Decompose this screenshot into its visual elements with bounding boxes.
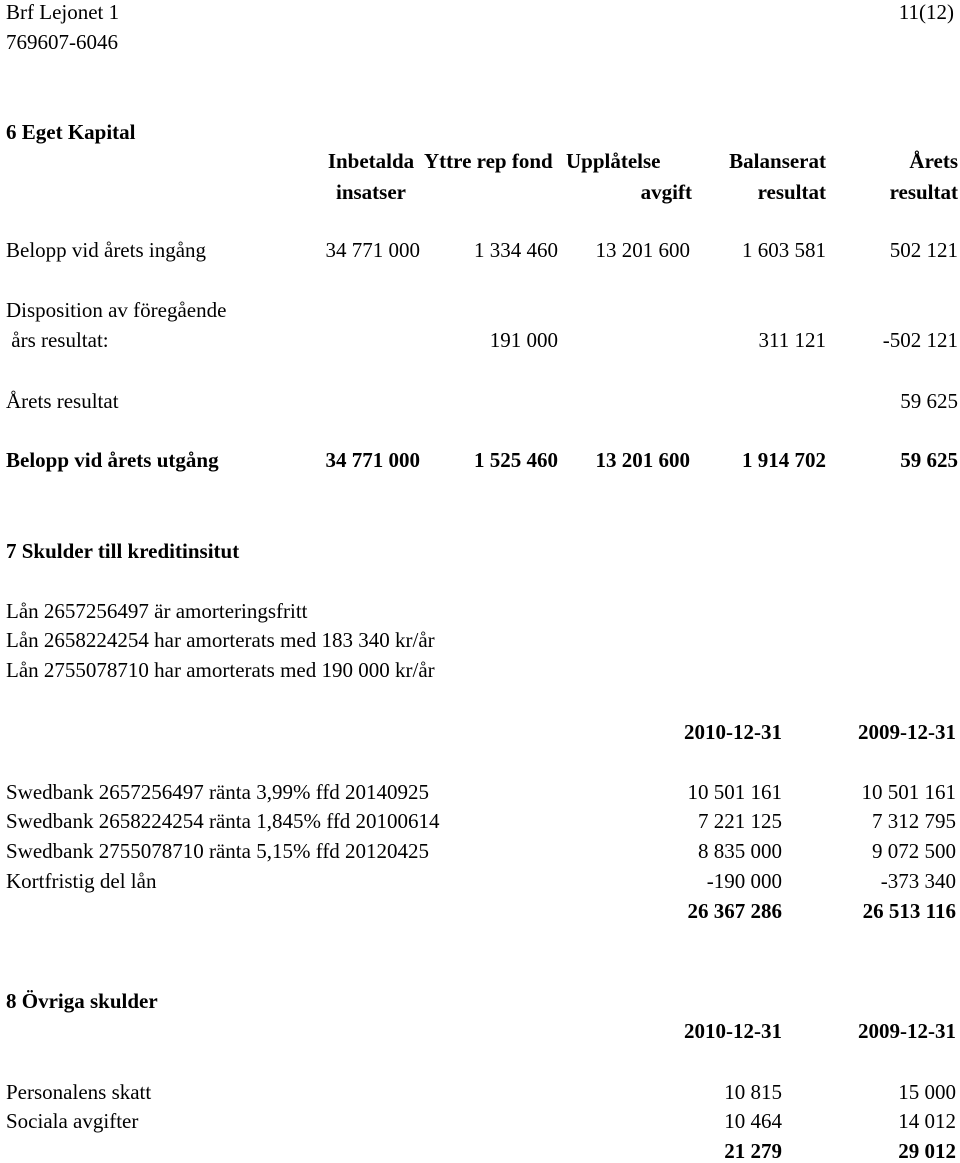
loan-note: Lån 2658224254 har amorterats med 183 340 kr/år	[6, 628, 435, 652]
cell-value: 10 464	[724, 1109, 782, 1133]
cell-value: 34 771 000	[325, 238, 420, 262]
total-value: 29 012	[898, 1139, 956, 1163]
note8-title: 8 Övriga skulder	[6, 989, 158, 1013]
col-header-2010: 2010-12-31	[684, 720, 782, 744]
table-row-label: Sociala avgifter	[6, 1109, 139, 1133]
cell-value: 10 501 161	[861, 780, 956, 804]
cell-value: 311 121	[758, 328, 826, 352]
col-header-arets: Årets	[909, 149, 958, 173]
org-name: Brf Lejonet 1	[6, 0, 120, 24]
cell-value: 1 525 460	[474, 448, 558, 472]
cell-value: -190 000	[706, 869, 782, 893]
cell-value: 14 012	[898, 1109, 956, 1133]
cell-value: 1 914 702	[742, 448, 826, 472]
cell-value: 8 835 000	[698, 839, 782, 863]
col-header-inbetalda-line2: insatser	[336, 180, 406, 204]
col-header-2010: 2010-12-31	[684, 1019, 782, 1043]
note7-title: 7 Skulder till kreditinsitut	[6, 539, 240, 563]
loan-note: Lån 2755078710 har amorterats med 190 000 kr/år	[6, 658, 435, 682]
col-header-upplatelse: Upplåtelse	[566, 149, 661, 173]
cell-value: 34 771 000	[325, 448, 420, 472]
cell-value: 10 501 161	[687, 780, 782, 804]
cell-value: 502 121	[889, 238, 958, 262]
table-row-label: Personalens skatt	[6, 1080, 152, 1104]
total-value: 21 279	[724, 1139, 782, 1163]
table-row-label: Swedbank 2657256497 ränta 3,99% ffd 20140925	[6, 780, 430, 804]
cell-value: 7 221 125	[698, 809, 782, 833]
cell-value: 15 000	[898, 1080, 956, 1104]
cell-value: 191 000	[489, 328, 558, 352]
cell-value: 59 625	[900, 448, 958, 472]
col-header-2009: 2009-12-31	[858, 1019, 956, 1043]
row-label-disposition-line2: års resultat:	[6, 328, 109, 352]
cell-value: 7 312 795	[872, 809, 956, 833]
col-header-upplatelse-line2: avgift	[640, 180, 692, 204]
note6-title: 6 Eget Kapital	[6, 120, 136, 144]
cell-value: 13 201 600	[595, 238, 690, 262]
row-label-utgang: Belopp vid årets utgång	[6, 448, 219, 472]
col-header-2009: 2009-12-31	[858, 720, 956, 744]
loan-note: Lån 2657256497 är amorteringsfritt	[6, 599, 308, 623]
col-header-inbetalda: Inbetalda	[327, 149, 415, 173]
cell-value: 9 072 500	[872, 839, 956, 863]
table-row-label: Kortfristig del lån	[6, 869, 157, 893]
cell-value: 13 201 600	[595, 448, 690, 472]
cell-value: 1 334 460	[474, 238, 558, 262]
col-header-balanserat-line2: resultat	[757, 180, 826, 204]
total-value: 26 367 286	[687, 899, 782, 923]
row-label-arets-resultat: Årets resultat	[6, 389, 119, 413]
cell-value: -373 340	[880, 869, 956, 893]
row-label-disposition: Disposition av föregående	[6, 298, 227, 322]
row-label-ingang: Belopp vid årets ingång	[6, 238, 207, 262]
total-value: 26 513 116	[862, 899, 956, 923]
col-header-arets-line2: resultat	[889, 180, 958, 204]
cell-value: -502 121	[882, 328, 958, 352]
table-row-label: Swedbank 2755078710 ränta 5,15% ffd 20120425	[6, 839, 430, 863]
cell-value: 59 625	[900, 389, 958, 413]
page-number: 11(12)	[898, 0, 954, 24]
table-row-label: Swedbank 2658224254 ränta 1,845% ffd 20100614	[6, 809, 440, 833]
cell-value: 10 815	[724, 1080, 782, 1104]
col-header-yttre-rep-fond: Yttre rep fond	[424, 149, 553, 173]
col-header-balanserat: Balanserat	[729, 149, 826, 173]
cell-value: 1 603 581	[742, 238, 826, 262]
org-number: 769607-6046	[6, 30, 118, 54]
